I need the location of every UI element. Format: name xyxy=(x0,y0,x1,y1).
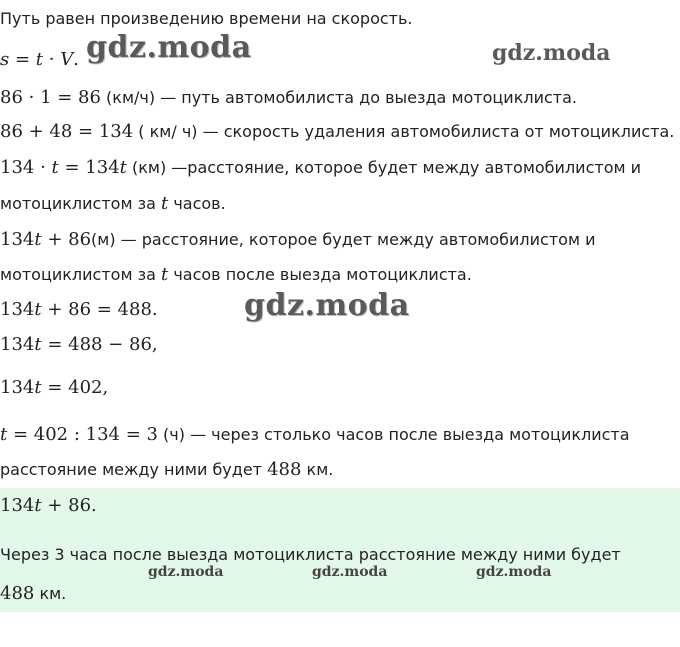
watermark: gdz.moda xyxy=(244,288,410,323)
watermark: gdz.moda xyxy=(312,564,388,580)
answer-expression: 134t + 86. xyxy=(0,495,97,516)
step-line-13: расстояние между ними будет 488 км. xyxy=(0,459,334,480)
answer-value: 488 км. xyxy=(0,583,67,604)
answer-text: Через 3 часа после выезда мотоциклиста расстояние между ними будет xyxy=(0,545,621,564)
intro-text: Путь равен произведению времени на скорость. xyxy=(0,9,413,28)
watermark: gdz.moda xyxy=(148,564,224,580)
step-line-6: мотоциклистом за t часов. xyxy=(0,193,226,214)
step-line-12: t = 402 : 134 = 3 (ч) — через столько часов после выезда мотоциклиста xyxy=(0,424,630,445)
equation-line-9: 134t + 86 = 488. xyxy=(0,299,158,320)
formula-line: s = t · V. xyxy=(0,49,79,70)
step-line-3: 86 · 1 = 86 (км/ч) — путь автомобилиста до выезда мотоциклиста. xyxy=(0,87,577,108)
watermark: gdz.moda xyxy=(476,564,552,580)
step-line-5: 134 · t = 134t (км) —расстояние, которое будет между автомобилистом и xyxy=(0,157,642,178)
step-line-7: 134t + 86(м) — расстояние, которое будет между автомобилистом и xyxy=(0,229,596,250)
step-line-4: 86 + 48 = 134 ( км/ ч) — скорость удаления автомобилиста от мотоциклиста. xyxy=(0,121,675,142)
equation-line-11: 134t = 402, xyxy=(0,377,109,398)
step-line-8: мотоциклистом за t часов после выезда мотоциклиста. xyxy=(0,264,472,285)
watermark: gdz.moda xyxy=(86,30,252,65)
equation-line-10: 134t = 488 − 86, xyxy=(0,334,158,355)
watermark: gdz.moda xyxy=(492,40,611,66)
